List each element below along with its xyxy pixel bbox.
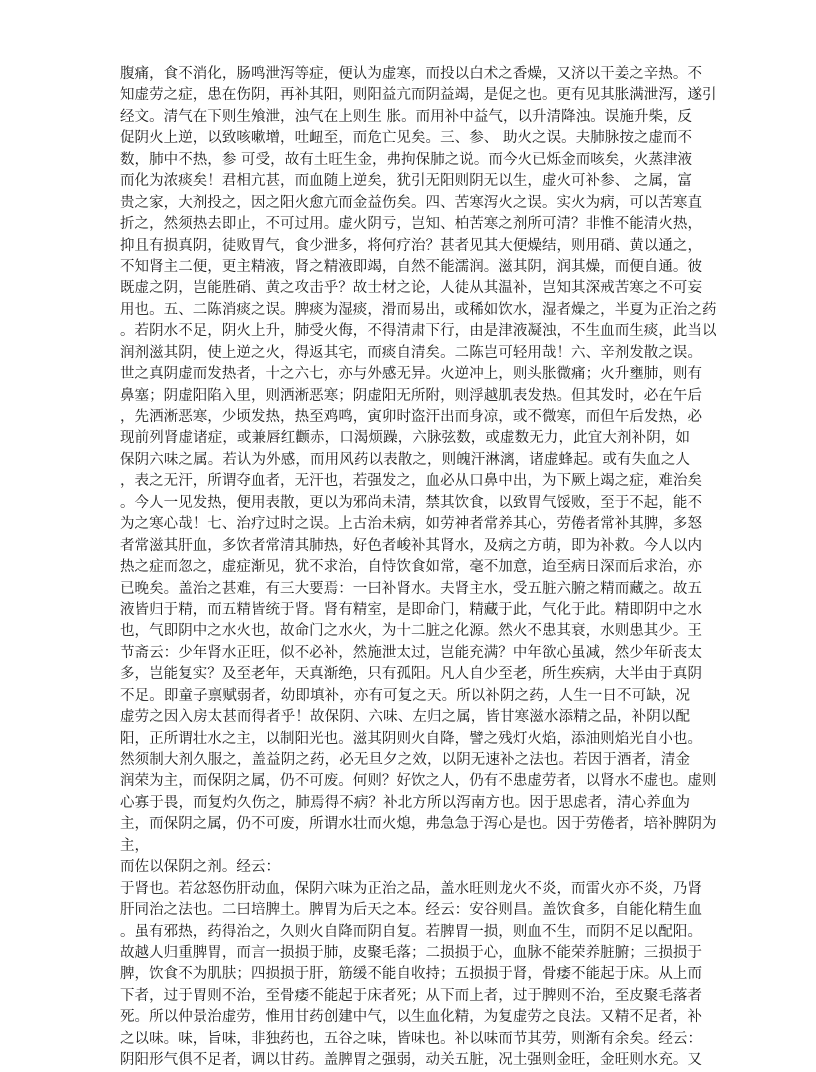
text-line: 为之寒心哉！七、治疗过时之误。上古治未病，如劳神者常养其心，劳倦者常补其脾，多怒 <box>120 516 702 533</box>
text-line: 折之，然须热去即止，不可过用。虚火阴亏，岂知、柏苦寒之剂所可清？非惟不能清火热， <box>120 216 702 233</box>
text-line: 既虚之阴，岂能胜硝、黄之攻击乎？故士材之论，人徒从其温补，岂知其深戒苦寒之不可妄 <box>120 280 702 297</box>
text-line: 保阴六味之属。若认为外感，而用风药以表散之，则魄汗淋漓，诸虚蜂起。或有失血之人 <box>120 451 690 468</box>
text-line: 已晚矣。盖治之甚难，有三大要焉：一曰补肾水。夫肾主水，受五脏六腑之精而藏之。故五 <box>120 580 702 597</box>
text-line: 者常滋其肝血，多饮者常清其肺热，好色者峻补其肾水，及病之方萌，即为补救。今人以内 <box>120 537 702 554</box>
text-line: 主，而保阴之属，仍不可废，所谓水壮而火熄，弗急急于泻心是也。因于劳倦者，培补脾阴为 <box>120 816 717 833</box>
text-line: 液皆归于精，而五精皆统于肾。肾有精室，是即命门，精藏于此，气化于此。精即阴中之水 <box>120 601 702 618</box>
text-line: 鼻塞；阴虚阳陷入里，则洒淅恶寒；阴虚阳无所附，则浮越肌表发热。但其发时，必在午后 <box>120 387 702 404</box>
text-line: 贵之家，大剂投之，因之阳火愈亢而金益伤矣。四、苦寒泻火之误。实火为病，可以苦寒直 <box>120 194 702 211</box>
text-line: ，先洒淅恶寒，少顷发热，热至鸡鸣，寅卯时盗汗出而身凉，或不微寒，而但午后发热，必 <box>120 409 702 425</box>
text-line: 节斋云：少年肾水正旺，似不必补，然施泄太过，岂能充满？中年欲心虽减，然少年斫丧太 <box>120 644 702 661</box>
text-line: 脾，饮食不为肌肤；四损损于肝，筋缓不能自收持；五损损于肾，骨痿不能起于床。从上而 <box>120 966 702 983</box>
text-line: 而佐以保阴之剂。经云： <box>120 859 281 876</box>
text-line: 。若阴水不足，阴火上升，肺受火侮，不得清肃下行，由是津液凝浊，不生血而生痰，此当以 <box>120 323 717 340</box>
text-line: 用也。五、二陈消痰之误。脾痰为湿痰，滑而易出，或稀如饮水，湿者燥之，半夏为正治之药 <box>120 301 717 318</box>
text-line: 主， <box>120 837 150 854</box>
text-line: 于肾也。若忿怒伤肝动血，保阴六味为正治之品，盖水旺则龙火不炎，而雷火亦不炎，乃肾 <box>120 880 702 897</box>
text-line: 阳，正所谓壮水之主，以制阳光也。滋其阴则火自降，譬之残灯火焰，添油则焰光自小也。 <box>120 730 702 747</box>
text-line: 腹痛，食不消化，肠鸣泄泻等症，便认为虚寒，而投以白术之香燥，又济以干姜之辛热。不 <box>120 66 702 82</box>
text-line: 虚劳之因入房太甚而得者乎！故保阴、六味、左归之属，皆甘寒滋水添精之品，补阴以配 <box>120 709 690 726</box>
text-line: 死。所以仲景治虚劳，惟用甘药创建中气，以生血化精，为复虚劳之良法。又精不足者，补 <box>120 1009 702 1026</box>
text-line: 现前列肾虚诸症，或兼唇红颧赤，口渴烦躁，六脉弦数，或虚数无力，此宜大剂补阴，如 <box>120 430 690 447</box>
text-line: 热之症而忽之，虚症渐见，犹不求治，自恃饮食如常，毫不加意，迨至病日深而后求治，亦 <box>120 559 702 576</box>
text-line: 。虽有邪热，药得治之，久则火自降而阴自复。若脾胃一损，则血不生，而阴不足以配阳。 <box>120 923 702 940</box>
text-line: 而化为浓痰矣！君相亢甚，而血随上逆矣，犹引无阳则阴无以生，虚火可补参、 之属，富 <box>120 173 693 190</box>
text-line: 抑且有损真阴，徒败胃气，食少泄多，将何疗治？甚者见其大便燥结，则用硝、黄以通之， <box>120 237 702 254</box>
text-line: 促阴火上逆，以致咳嗽增，吐衄至，而危亡见矣。三、参、 助火之误。夫肺脉按之虚而不 <box>120 130 693 147</box>
document-page <box>120 64 717 1069</box>
text-line: 不足。即童子禀赋弱者，幼即填补，亦有可复之天。所以补阴之药，人生一日不可缺，况 <box>120 687 690 704</box>
text-line: ，表之无汗，所谓夺血者，无汗也，若强发之，血必从口鼻中出，为下厥上竭之症，难治矣 <box>120 473 702 490</box>
text-line: 。今人一见发热，便用表散，更以为邪尚未清，禁其饮食，以致胃气馁败，至于不起，能不 <box>120 494 702 511</box>
text-line: 心寡于畏，而复灼久伤之，肺焉得不病？补北方所以泻南方也。因于思虑者，清心养血为 <box>120 794 690 811</box>
text-line: 然须制大剂久服之，盖益阴之药，必无旦夕之效，以阴无速补之法也。若因于酒者，清金 <box>120 752 690 768</box>
text-line: 肝同治之法也。二曰培脾土。脾胃为后天之本。经云：安谷则昌。盖饮食多，自能化精生血 <box>120 902 702 919</box>
text-line: 润剂滋其阴，使上逆之火，得返其宅，而痰自清矣。二陈岂可轻用哉！六、辛剂发散之误。 <box>120 344 702 361</box>
text-line: 多，岂能复实？及至老年，天真渐绝，只有孤阳。凡人自少至老，所生疾病，大半由于真阴 <box>120 666 702 683</box>
text-line: 也，气即阴中之水火也，故命门之水火，为十二脏之化源。然火不患其衰，水则患其少。王 <box>120 623 702 640</box>
text-line: 下者，过于胃则不治，至骨痿不能起于床者死；从下而上者，过于脾则不治，至皮聚毛落者 <box>120 987 702 1004</box>
text-line: 世之真阴虚而发热者，十之六七，亦与外感无异。火逆冲上，则头胀微痛；火升壅肺，则有 <box>120 366 702 383</box>
text-line: 润荣为主，而保阴之属，仍不可废。何则？好饮之人，仍有不患虚劳者，以肾水不虚也。虚则 <box>120 773 717 790</box>
text-line: 故越人归重脾胃，而言一损损于肺，皮聚毛落；二损损于心，血脉不能荣养脏腑；三损损于 <box>120 944 702 961</box>
text-line: 数，肺中不热，参 可受，故有土旺生金，弗拘保肺之说。而今火已烁金而咳矣，火蒸津液 <box>120 151 693 168</box>
text-line: 阴阳形气俱不足者，调以甘药。盖脾胃之强弱，动关五脏，况土强则金旺，金旺则水充。又 <box>120 1052 702 1069</box>
text-line: 不知肾主二便，更主精液，肾之精液即竭，自然不能濡润。滋其阴，润其燥，而便自通。彼 <box>120 258 702 275</box>
text-line: 之以味。味，旨味，非独药也，五谷之味，皆味也。补以味而节其劳，则渐有余矣。经云： <box>120 1030 702 1047</box>
text-line: 知虚劳之症，患在伤阴，再补其阳，则阳益亢而阴益竭，是促之也。更有见其胀满泄泻，遂引 <box>120 87 717 104</box>
text-line: 经文。清气在下则生飧泄，浊气在上则生 胀。而用补中益气，以升清降浊。误施升柴，反 <box>120 108 693 125</box>
